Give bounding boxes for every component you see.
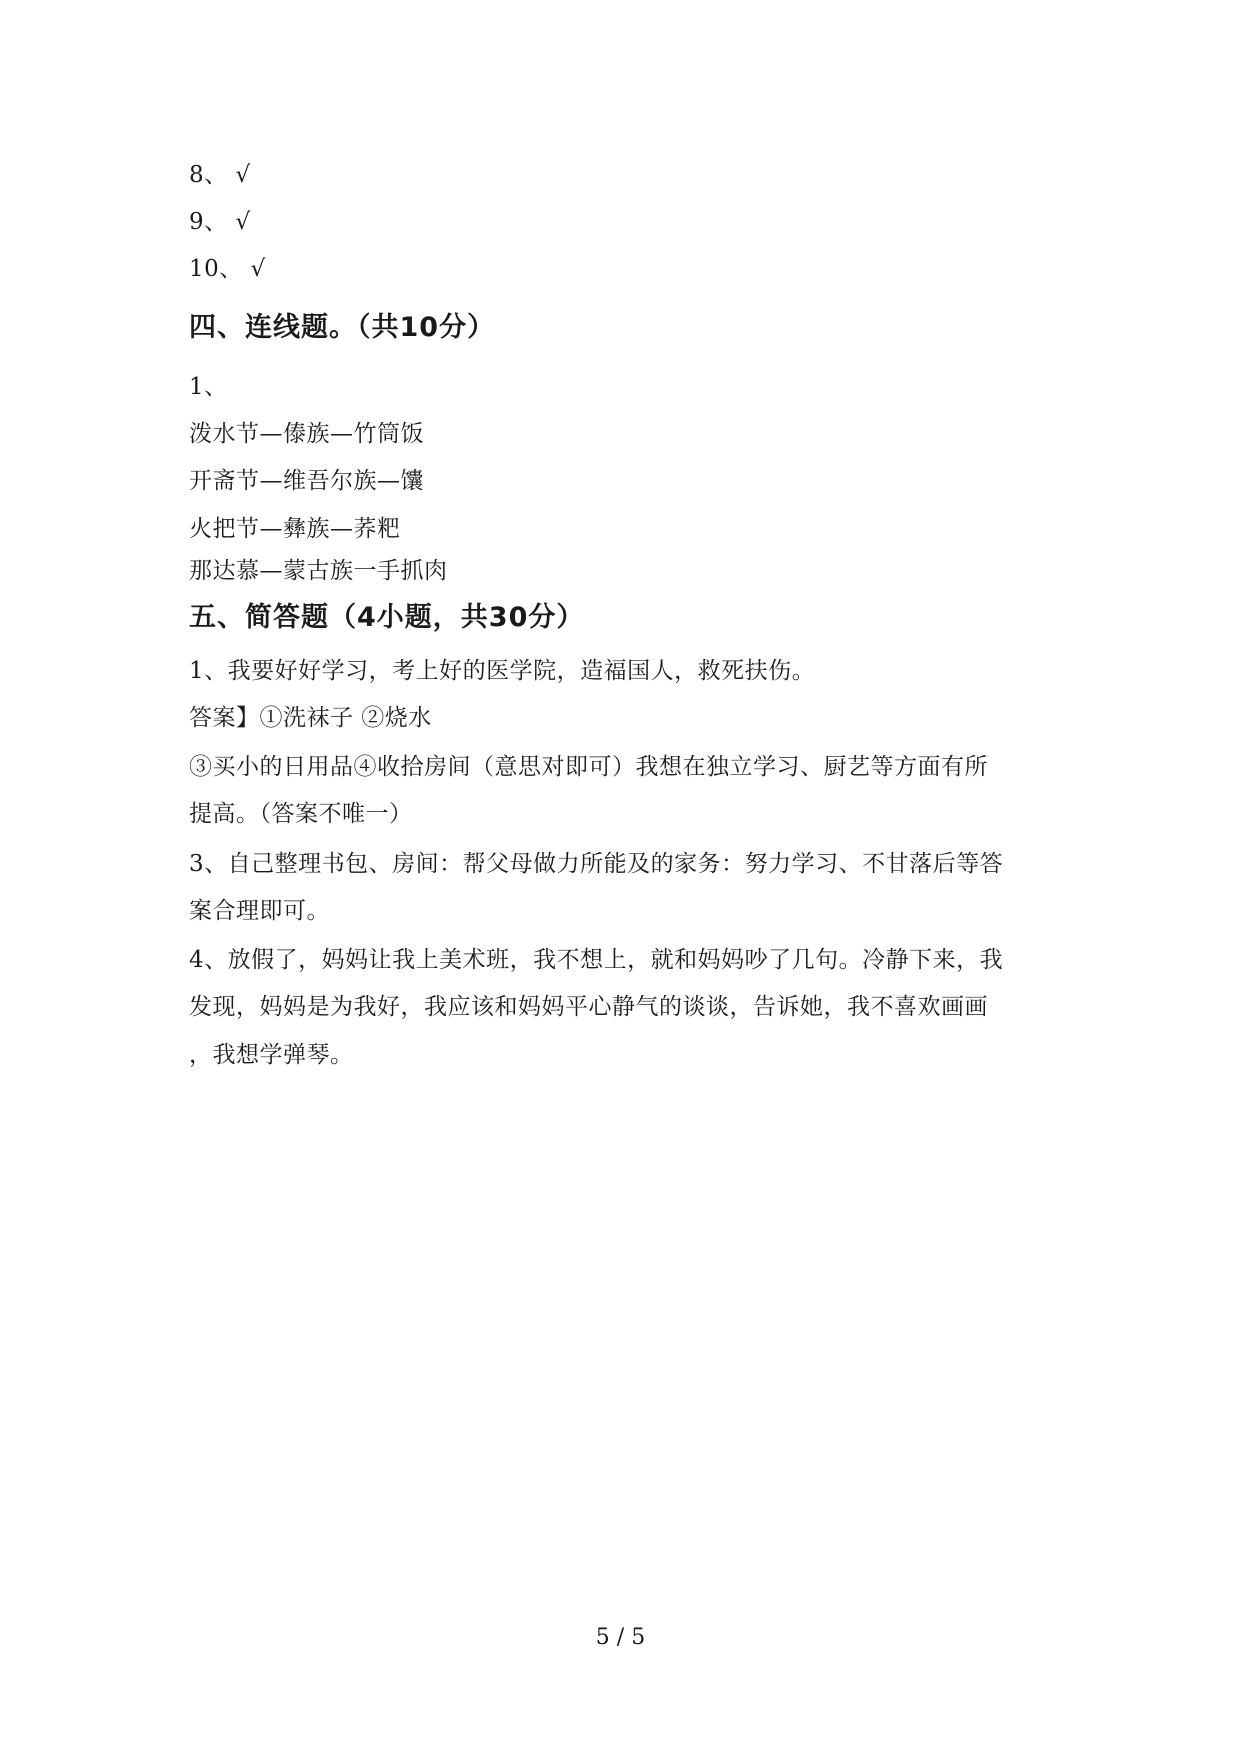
short-answer-line: 4、放假了，妈妈让我上美术班，我不想上，就和妈妈吵了几句。冷静下来，我 [189, 947, 1004, 973]
short-answer-line: ，我想学弹琴。 [189, 1042, 354, 1068]
short-answer-line: 答案】①洗袜子 ②烧水 [189, 705, 432, 731]
short-answer-line: 提高。（答案不唯一） [189, 801, 413, 827]
short-answer-line: 发现，妈妈是为我好，我应该和妈妈平心静气的谈谈，告诉她，我不喜欢画画 [189, 994, 988, 1020]
page-number: 5 / 5 [595, 1625, 646, 1650]
answer-line-9: 9、 √ [189, 209, 251, 235]
section-5-heading: 五、简答题（4小题，共30分） [189, 602, 585, 633]
matching-line: 泼水节—傣族—竹筒饭 [189, 421, 424, 447]
matching-line: 那达慕—蒙古族一手抓肉 [189, 558, 448, 584]
short-answer-line: 1、我要好好学习，考上好的医学院，造福国人，救死扶伤。 [189, 658, 816, 684]
short-answer-line: 3、自己整理书包、房间：帮父母做力所能及的家务：努力学习、不甘落后等答 [189, 851, 1004, 877]
short-answer-line: ③买小的日用品④收拾房间（意思对即可）我想在独立学习、厨艺等方面有所 [189, 754, 988, 780]
short-answer-line: 案合理即可。 [189, 898, 330, 924]
section-4-item-number: 1、 [189, 374, 228, 400]
matching-line: 开斋节—维吾尔族—馕 [189, 468, 424, 494]
answer-line-8: 8、 √ [189, 162, 251, 188]
answer-line-10: 10、 √ [189, 256, 266, 282]
matching-line: 火把节—彝族—荞粑 [189, 516, 401, 542]
section-4-heading: 四、连线题。（共10分） [189, 312, 496, 343]
